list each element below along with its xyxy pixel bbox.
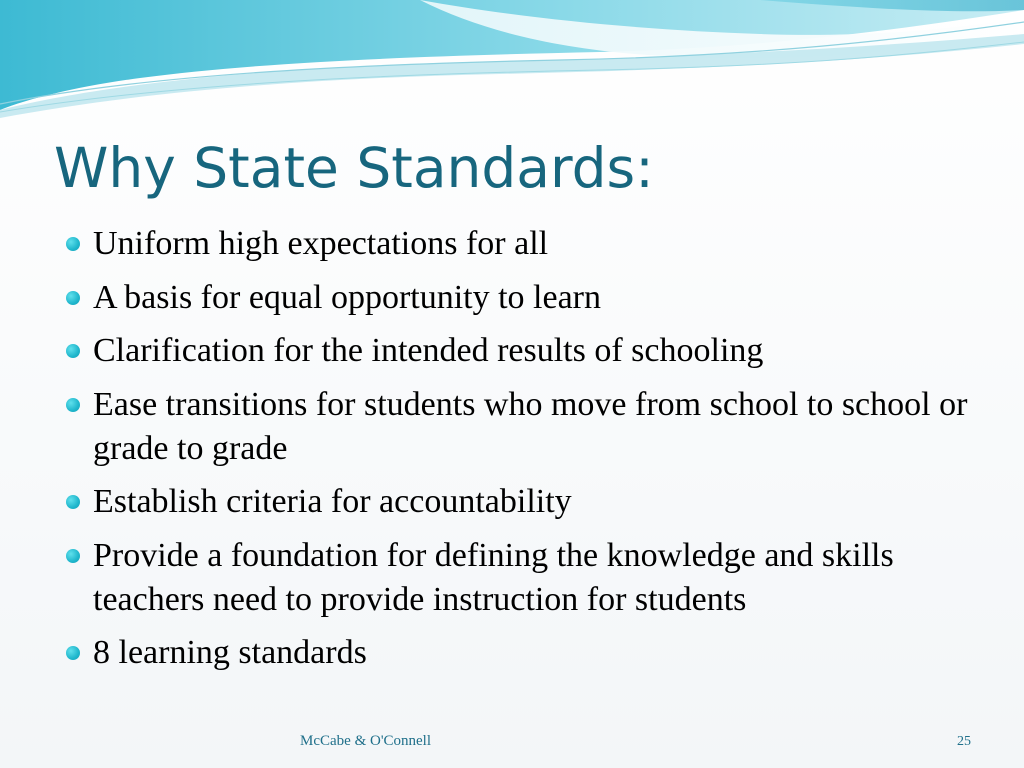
bullet-dot-icon	[66, 646, 80, 660]
bullet-dot-icon	[66, 398, 80, 412]
bullet-item	[62, 534, 982, 622]
slide-title: Why State Standards:	[54, 136, 654, 200]
bullet-dot-icon	[66, 237, 80, 251]
bullet-text: Clarification for the intended results of schooling	[93, 332, 764, 369]
page-number: 25	[957, 734, 971, 749]
bullet-text: Uniform high expectations for all	[93, 225, 549, 262]
bullet-item	[62, 383, 982, 471]
bullet-item	[62, 329, 982, 373]
bullet-text: 8 learning standards	[93, 634, 367, 671]
bullet-text: Provide a foundation for defining the knowledge and skills teachers need to provide instruction for students	[93, 536, 894, 618]
bullet-list	[62, 222, 982, 685]
bullet-item	[62, 276, 982, 320]
bullet-text: A basis for equal opportunity to learn	[93, 278, 602, 316]
bullet-item	[62, 631, 982, 675]
bullet-text: Ease transitions for students who move from school to school or grade to grade	[93, 385, 968, 467]
footer-author: McCabe & O'Connell	[300, 733, 432, 749]
bullet-item	[62, 480, 982, 524]
bullet-dot-icon	[66, 344, 80, 358]
bullet-text: Establish criteria for accountability	[93, 483, 572, 520]
bullet-dot-icon	[66, 549, 80, 563]
bullet-item	[62, 222, 982, 266]
bullet-dot-icon	[66, 291, 80, 305]
decorative-wave-header	[0, 0, 1024, 120]
bullet-dot-icon	[66, 495, 80, 509]
